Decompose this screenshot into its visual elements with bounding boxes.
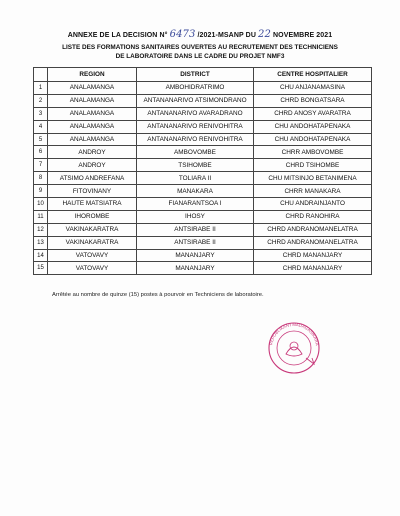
row-district: ANTSIRABE II [137, 236, 254, 249]
closing-note: Arrêtée au nombre de quinze (15) postes à pourvoir en Techniciens de laboratoire. [52, 292, 264, 298]
table-row [34, 82, 372, 95]
row-centre: CHRR AMBOVOMBE [254, 146, 372, 159]
row-number: 9 [34, 185, 48, 198]
row-centre: CHU MITSINJO BETANIMENA [254, 172, 372, 185]
decision-number: 6473 [169, 29, 196, 40]
row-district: ANTANANARIVO RENIVOHITRA [137, 133, 254, 146]
row-centre: CHRD MANANJARY [254, 262, 372, 275]
row-district: ANTANANARIVO ATSIMONDRANO [137, 94, 254, 107]
row-centre: CHU ANDOHATAPENAKA [254, 133, 372, 146]
row-centre: CHRD RANOHIRA [254, 210, 372, 223]
table-row [34, 94, 372, 107]
row-region: VATOVAVY [48, 262, 137, 275]
subtitle-line-2: DE LABORATOIRE DANS LE CADRE DU PROJET NMF3 [115, 52, 285, 60]
row-region: ANALAMANGA [48, 133, 137, 146]
header-middle: /2021-MSANP DU [197, 32, 256, 39]
table-row [34, 146, 372, 159]
stamp-emblem [286, 347, 302, 356]
decision-day: 22 [258, 29, 271, 40]
row-centre: CHU ANDOHATAPENAKA [254, 120, 372, 133]
hospitals-table [33, 67, 372, 275]
row-centre: CHRD BONGATSARA [254, 94, 372, 107]
stamp-emblem-center [290, 342, 298, 350]
row-number: 15 [34, 262, 48, 275]
stamp-inner-ring [277, 331, 311, 365]
row-number: 6 [34, 146, 48, 159]
row-region: ATSIMO ANDREFANA [48, 172, 137, 185]
table-row [34, 262, 372, 275]
row-number: 10 [34, 198, 48, 211]
row-region: VAKINAKARATRA [48, 236, 137, 249]
header-suffix: NOVEMBRE 2021 [273, 32, 333, 39]
official-stamp [258, 318, 330, 378]
row-region: ANDROY [48, 159, 137, 172]
table-row [34, 185, 372, 198]
row-centre: CHU ANDRAINJANTO [254, 198, 372, 211]
table-row [34, 198, 372, 211]
row-number: 12 [34, 223, 48, 236]
row-number: 1 [34, 82, 48, 95]
row-centre: CHRD ANDRANOMANELATRA [254, 236, 372, 249]
row-region: VATOVAVY [48, 249, 137, 262]
header-centre: CENTRE HOSPITALIER [254, 68, 372, 82]
row-centre: CHU ANJANAMASINA [254, 82, 372, 95]
row-district: MANANJARY [137, 262, 254, 275]
row-district: FIANARANTSOA I [137, 198, 254, 211]
row-centre: CHRD ANOSY AVARATRA [254, 107, 372, 120]
row-district: TOLIARA II [137, 172, 254, 185]
subtitle-line-1: LISTE DES FORMATIONS SANITAIRES OUVERTES AU RECRUTEMENT DES TECHNICIENS [62, 44, 338, 51]
row-number: 14 [34, 249, 48, 262]
row-centre: CHRD TSIHOMBE [254, 159, 372, 172]
row-district: IHOSY [137, 210, 254, 223]
row-region: FITOVINANY [48, 185, 137, 198]
row-district: AMBOVOMBE [137, 146, 254, 159]
table-row [34, 236, 372, 249]
row-district: AMBOHIDRATRIMO [137, 82, 254, 95]
row-number: 3 [34, 107, 48, 120]
row-number: 8 [34, 172, 48, 185]
document-subtitle [30, 44, 370, 61]
table-body [34, 82, 372, 275]
table-row [34, 159, 372, 172]
row-district: TSIHOMBE [137, 159, 254, 172]
header-region: REGION [48, 68, 137, 82]
header-num [34, 68, 48, 82]
header-district: DISTRICT [137, 68, 254, 82]
row-region: HAUTE MATSIATRA [48, 198, 137, 211]
row-centre: CHRR MANAKARA [254, 185, 372, 198]
row-region: ANALAMANGA [48, 82, 137, 95]
row-number: 2 [34, 94, 48, 107]
table-row [34, 223, 372, 236]
table-row [34, 210, 372, 223]
row-number: 11 [34, 210, 48, 223]
table-row [34, 249, 372, 262]
header-prefix: ANNEXE DE LA DECISION N° [67, 32, 168, 39]
decision-header [0, 29, 400, 40]
row-number: 7 [34, 159, 48, 172]
row-district: ANTANANARIVO AVARADRANO [137, 107, 254, 120]
row-region: ANALAMANGA [48, 107, 137, 120]
row-number: 4 [34, 120, 48, 133]
row-number: 13 [34, 236, 48, 249]
row-region: ANALAMANGA [48, 120, 137, 133]
table-row [34, 172, 372, 185]
row-region: ANDROY [48, 146, 137, 159]
row-region: ANALAMANGA [48, 94, 137, 107]
row-district: ANTANANARIVO RENIVOHITRA [137, 120, 254, 133]
table-row [34, 107, 372, 120]
table-header-row [34, 68, 372, 82]
row-region: IHOROMBE [48, 210, 137, 223]
row-region: VAKINAKARATRA [48, 223, 137, 236]
stamp-signature-stroke [306, 358, 314, 364]
row-number: 5 [34, 133, 48, 146]
row-centre: CHRD ANDRANOMANELATRA [254, 223, 372, 236]
table-row [34, 133, 372, 146]
row-district: ANTSIRABE II [137, 223, 254, 236]
row-district: MANAKARA [137, 185, 254, 198]
row-centre: CHRD MANANJARY [254, 249, 372, 262]
row-district: MANANJARY [137, 249, 254, 262]
table-row [34, 120, 372, 133]
stamp-text: REPOBLIKAN'I MADAGASIKARA [268, 321, 320, 346]
